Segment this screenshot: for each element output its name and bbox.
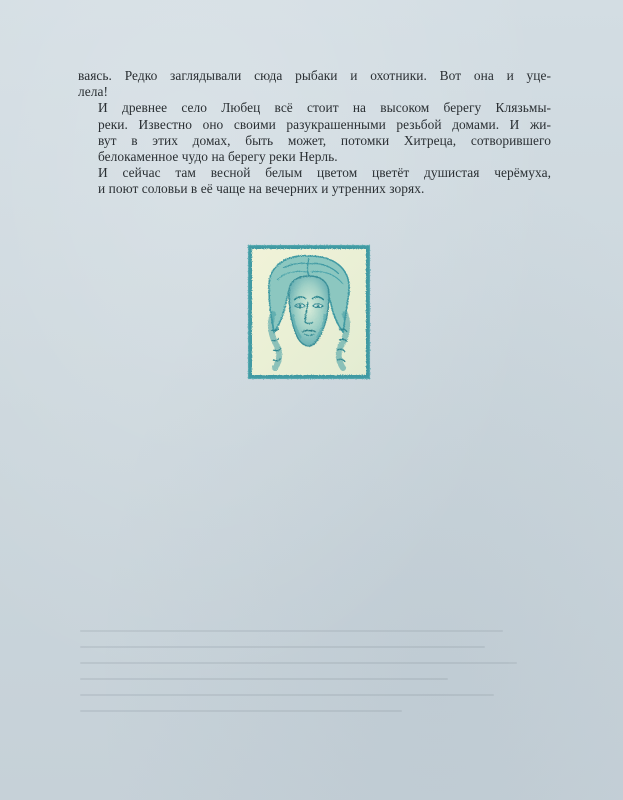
text-line: белокаменное чудо на берегу реки Нерль. <box>98 149 338 165</box>
stone-face-illustration <box>247 244 371 380</box>
text-line: лела! <box>78 84 108 100</box>
text-line: И древнее село Любец всё стоит на высоком берегу Клязьмы- <box>98 100 551 116</box>
text-line: вут в этих домах, быть может, потомки Хитреца, сотворившего <box>98 132 551 148</box>
text-line: И сейчас там весной белым цветом цветёт душистая черёмуха, <box>98 165 551 181</box>
text-line: реки. Известно оно своими разукрашенными резьбой домами. И жи- <box>98 116 551 132</box>
paragraph-1 <box>78 68 551 100</box>
text-line: ваясь. Редко заглядывали сюда рыбаки и охотники. Вот она и уце- <box>78 68 551 83</box>
show-through-text <box>80 630 540 740</box>
paragraph-2 <box>78 100 551 165</box>
body-text <box>78 68 551 198</box>
text-line: и поют соловьи в её чаще на вечерних и утренних зорях. <box>98 181 425 197</box>
paragraph-3 <box>78 165 551 197</box>
